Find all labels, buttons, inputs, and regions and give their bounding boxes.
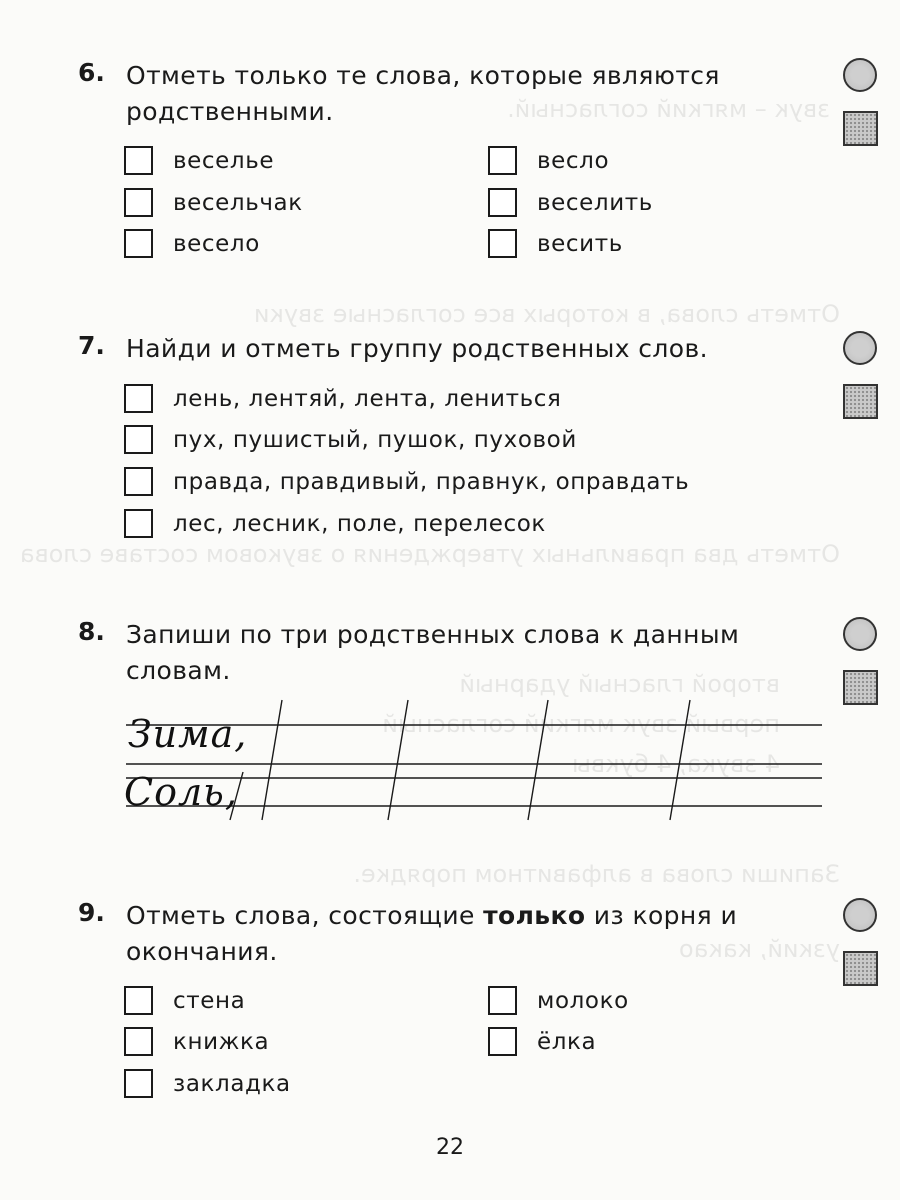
option-yolka[interactable] [488, 1027, 596, 1056]
option-label: веселить [537, 189, 653, 216]
checkbox[interactable] [124, 1069, 153, 1098]
ghost-line: Отметь два правильных утверждения о звуковом составе слова [19, 540, 840, 568]
option-label: веселье [173, 147, 275, 174]
option-label: книжка [173, 1028, 270, 1055]
option-label: весить [537, 230, 623, 257]
option-stena[interactable] [124, 986, 245, 1015]
page-number: 22 [436, 1135, 464, 1160]
level-circle-marker [843, 58, 877, 92]
ghost-line: первый звук мягкий согласный [382, 710, 780, 738]
option-label: стена [173, 987, 246, 1014]
option-label: весло [537, 147, 610, 174]
checkbox[interactable] [124, 986, 153, 1015]
level-square-marker [843, 384, 878, 419]
task-prompt: Найди и отметь группу родственных слов. [126, 334, 708, 363]
task-number: 6. [78, 58, 105, 87]
option-label: весельчак [173, 189, 303, 216]
option-label: молоко [537, 987, 629, 1014]
option-label: весело [173, 230, 260, 257]
ghost-line: второй гласный ударный [459, 670, 780, 698]
task-number: 7. [78, 331, 105, 360]
option-zakladka[interactable] [124, 1069, 291, 1098]
level-circle-marker [843, 617, 877, 651]
checkbox[interactable] [124, 1027, 153, 1056]
checkbox[interactable] [488, 986, 517, 1015]
checkbox[interactable] [488, 1027, 517, 1056]
task-number: 9. [78, 898, 105, 927]
task-prompt: Запиши по три родственных слова к данным словам. [126, 620, 740, 685]
level-square-marker [843, 951, 878, 986]
level-square-marker [843, 111, 878, 146]
level-circle-marker [843, 898, 877, 932]
ghost-line: звук – мягкий согласный. [507, 95, 830, 123]
ghost-line: Запиши слова в алфавитном порядке. [353, 860, 840, 888]
option-label: лес, лесник, поле, перелесок [173, 510, 546, 537]
ghost-line: Отметь слова, в которых все согласные звуки [253, 300, 840, 328]
ghost-line: 4 звука, 4 буквы [572, 750, 780, 778]
handwritten-word-sol: Соль, [124, 770, 238, 814]
task-prompt: Отметь только те слова, которые являются родственными. [126, 61, 720, 126]
level-circle-marker [843, 331, 877, 365]
option-moloko[interactable] [488, 986, 629, 1015]
emphasis-word: только [483, 901, 586, 930]
option-label: правда, правдивый, правнук, оправдать [173, 468, 690, 495]
option-label: ёлка [537, 1028, 597, 1055]
option-label: лень, лентяй, лента, лениться [173, 385, 562, 412]
option-label: закладка [173, 1070, 291, 1097]
option-label: пух, пушистый, пушок, пуховой [173, 426, 577, 453]
task-prompt: Отметь слова, состоящие только из корня и окончания. [126, 901, 738, 966]
level-square-marker [843, 670, 878, 705]
task-9 [78, 898, 838, 970]
task-number: 8. [78, 617, 105, 646]
handwritten-word-zima: Зима, [128, 712, 248, 756]
option-knizhka[interactable] [124, 1027, 269, 1056]
ghost-line: узкий, какао [678, 935, 840, 963]
